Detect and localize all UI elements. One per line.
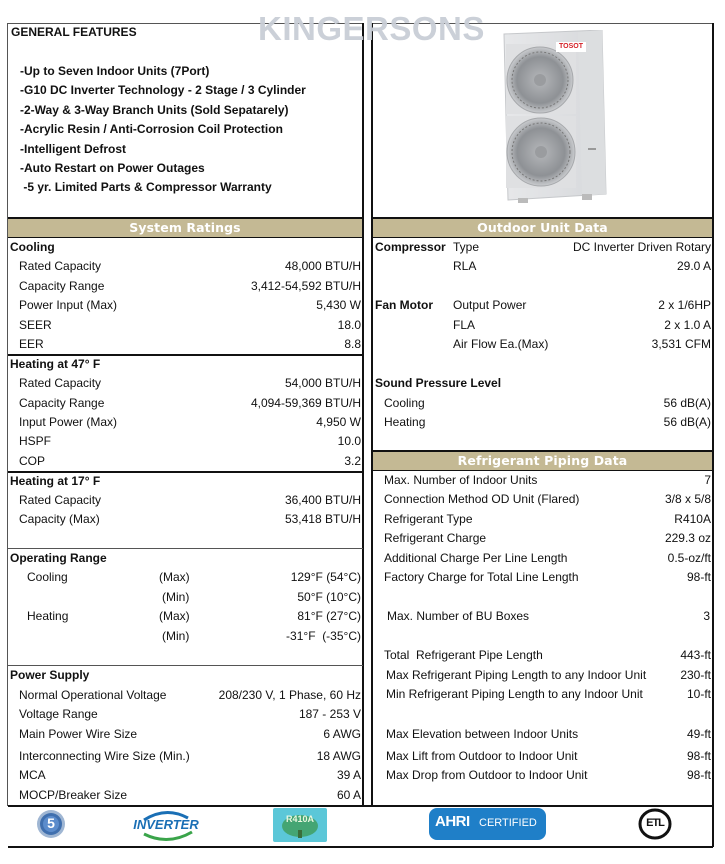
spec-label: FLA <box>453 318 476 332</box>
ahri-certified-logo <box>429 808 546 840</box>
spec-label: Output Power <box>453 298 527 312</box>
spec-label: Normal Operational Voltage <box>19 688 167 702</box>
spec-row <box>384 529 711 548</box>
cooling-section-title: Cooling <box>10 240 55 254</box>
op-qualifier: (Max) <box>159 609 190 623</box>
spec-value: 10-ft <box>686 687 711 701</box>
spec-label: MOCP/Breaker Size <box>19 788 128 802</box>
operating-row <box>27 627 361 646</box>
spec-value: 2 x 1.0 A <box>664 318 711 332</box>
op-qualifier: (Min) <box>162 629 190 643</box>
feature-item: -Intelligent Defrost <box>20 142 127 156</box>
spec-value: 230-ft <box>680 668 711 682</box>
feature-item: -Up to Seven Indoor Units (7Port) <box>20 64 210 78</box>
spec-row <box>19 394 361 413</box>
center-divider-left <box>362 23 364 805</box>
spec-row <box>19 747 361 766</box>
outdoor-unit-image <box>498 30 610 206</box>
spec-value: 39 A <box>336 768 361 782</box>
spec-value: 29.0 A <box>676 259 711 273</box>
spec-label: Max Lift from Outdoor to Indoor Unit <box>386 749 578 763</box>
spec-label: Rated Capacity <box>19 259 102 273</box>
spec-row <box>384 490 711 509</box>
spec-value: 5,430 W <box>316 298 361 312</box>
footer-bottom-border <box>8 846 713 848</box>
spec-label: Rated Capacity <box>19 376 102 390</box>
op-qualifier: (Min) <box>162 590 190 604</box>
etl-text: ETL <box>646 817 664 829</box>
feature-item: -5 yr. Limited Parts & Compressor Warranty <box>20 180 272 194</box>
spec-row <box>19 374 361 393</box>
spec-row <box>384 549 711 568</box>
spec-value: 48,000 BTU/H <box>284 259 361 273</box>
spec-value: 60 A <box>336 788 361 802</box>
general-features-title: GENERAL FEATURES <box>11 25 137 39</box>
spec-label: Voltage Range <box>19 707 98 721</box>
spec-label: COP <box>19 454 46 468</box>
operating-row <box>27 607 361 626</box>
spec-label: Total Refrigerant Pipe Length <box>384 648 543 662</box>
spec-label: Interconnecting Wire Size (Min.) <box>19 749 190 763</box>
center-divider-right <box>371 23 373 805</box>
spec-label: MCA <box>19 768 46 782</box>
heating47-section-title: Heating at 47° F <box>10 357 101 371</box>
spec-value: 54,000 BTU/H <box>284 376 361 390</box>
brand-logo: TOSOT <box>559 43 583 50</box>
inverter-text: INVERTER <box>133 817 199 832</box>
spec-row <box>19 277 361 296</box>
spec-row <box>19 413 361 432</box>
spec-label: Min Refrigerant Piping Length to any Indoor Unit <box>386 687 643 701</box>
spec-label: Air Flow Ea.(Max) <box>453 337 549 351</box>
right-border <box>712 23 714 847</box>
spec-row <box>453 257 711 276</box>
warranty-5yr-badge <box>36 809 66 839</box>
spec-label: Max Drop from Outdoor to Indoor Unit <box>386 768 588 782</box>
spec-value: 98-ft <box>686 570 711 584</box>
op-value: 50°F (10°C) <box>297 590 361 604</box>
r410a-logo <box>273 808 327 842</box>
feature-item: -Acrylic Resin / Anti-Corrosion Coil Protection <box>20 122 283 136</box>
spec-row <box>19 725 361 744</box>
system-ratings-header: System Ratings <box>8 219 362 237</box>
spec-value: 3/8 x 5/8 <box>664 492 711 506</box>
spec-row <box>386 725 711 744</box>
operating-row <box>27 588 361 607</box>
spec-label: Cooling <box>384 396 425 410</box>
spec-value: 98-ft <box>686 768 711 782</box>
spec-row <box>19 786 361 805</box>
spec-row <box>453 335 711 354</box>
spec-label: SEER <box>19 318 52 332</box>
left-border <box>7 23 8 806</box>
fan-motor-title: Fan Motor <box>375 298 433 312</box>
spec-row <box>384 568 711 587</box>
spec-row <box>384 646 711 665</box>
spec-row <box>19 686 361 705</box>
spec-label: Type <box>453 240 480 254</box>
feature-item: -G10 DC Inverter Technology - 2 Stage / 3 Cylinder <box>20 83 306 97</box>
spec-label: Refrigerant Charge <box>384 531 487 545</box>
feature-item: -Auto Restart on Power Outages <box>20 161 205 175</box>
r410a-text: R410A <box>285 814 314 824</box>
spec-label: HSPF <box>19 434 52 448</box>
spec-label: Capacity Range <box>19 279 105 293</box>
spec-row <box>384 413 711 432</box>
op-value: -31°F (-35°C) <box>286 629 361 643</box>
outdoor-unit-data-header: Outdoor Unit Data <box>373 219 712 237</box>
spec-value: 3,531 CFM <box>651 337 711 351</box>
spec-value: 229.3 oz <box>664 531 711 545</box>
spec-row <box>386 685 711 704</box>
spec-value: 8.8 <box>344 337 361 351</box>
spec-value: 18 AWG <box>316 749 361 763</box>
etl-listed-logo <box>638 808 672 840</box>
spec-label: Max Refrigerant Piping Length to any Indoor Unit <box>386 668 647 682</box>
spec-label: Input Power (Max) <box>19 415 118 429</box>
spec-value: 443-ft <box>680 648 711 662</box>
spec-label: EER <box>19 337 44 351</box>
spec-row <box>19 432 361 451</box>
spec-value: 53,418 BTU/H <box>284 512 361 526</box>
op-value: 81°F (27°C) <box>297 609 361 623</box>
spec-row <box>384 471 711 490</box>
spec-value: 3,412-54,592 BTU/H <box>250 279 361 293</box>
spec-label: Heating <box>384 415 426 429</box>
operating-row <box>27 568 361 587</box>
spec-value: 208/230 V, 1 Phase, 60 Hz <box>218 688 361 702</box>
compressor-title: Compressor <box>375 240 446 254</box>
spec-value: 7 <box>704 473 711 487</box>
spec-row <box>384 394 711 413</box>
spec-row <box>19 316 361 335</box>
op-value: 129°F (54°C) <box>290 570 361 584</box>
spec-value: 0.5-oz/ft <box>667 551 711 565</box>
spec-label: Rated Capacity <box>19 493 102 507</box>
spec-value: 3 <box>703 609 710 623</box>
spec-value: 98-ft <box>686 749 711 763</box>
spec-row <box>386 747 711 766</box>
spec-value: 56 dB(A) <box>663 415 711 429</box>
spec-label: Additional Charge Per Line Length <box>384 551 568 565</box>
condenser-unit-graphic <box>498 30 610 206</box>
spec-value: 187 - 253 V <box>298 707 361 721</box>
spec-label: RLA <box>453 259 477 273</box>
spec-value: 49-ft <box>686 727 711 741</box>
spec-label: Max. Number of BU Boxes <box>387 609 530 623</box>
spec-label: Main Power Wire Size <box>19 727 138 741</box>
spec-value: DC Inverter Driven Rotary <box>572 240 711 254</box>
spec-value: 56 dB(A) <box>663 396 711 410</box>
spec-row <box>19 705 361 724</box>
bu-boxes-row <box>387 607 710 626</box>
spec-value: 6 AWG <box>323 727 361 741</box>
spec-row <box>19 296 361 315</box>
ahri-text: AHRI <box>435 813 470 830</box>
spec-label: Refrigerant Type <box>384 512 473 526</box>
spec-label: Capacity (Max) <box>19 512 100 526</box>
spec-value: 18.0 <box>337 318 361 332</box>
spec-row <box>453 238 711 257</box>
spec-row <box>19 510 361 529</box>
spec-row <box>19 257 361 276</box>
spec-value: 2 x 1/6HP <box>658 298 711 312</box>
spec-value: 3.2 <box>344 454 361 468</box>
inverter-logo <box>130 808 202 844</box>
band-bottom-line-left <box>8 237 363 238</box>
spec-row <box>453 316 711 335</box>
refrigerant-piping-header: Refrigerant Piping Data <box>373 452 712 470</box>
spec-value: 36,400 BTU/H <box>284 493 361 507</box>
heating17-section-title: Heating at 17° F <box>10 474 101 488</box>
spec-label: Max. Number of Indoor Units <box>384 473 538 487</box>
spec-row <box>19 335 361 354</box>
spec-row <box>386 666 711 685</box>
spec-label: Max Elevation between Indoor Units <box>386 727 579 741</box>
ratings-bottom-border <box>8 805 713 807</box>
ahri-certified-text: CERTIFIED <box>479 817 537 829</box>
spec-value: R410A <box>674 512 711 526</box>
sound-pressure-title: Sound Pressure Level <box>375 376 502 390</box>
spec-label: Power Input (Max) <box>19 298 118 312</box>
spec-label: Factory Charge for Total Line Length <box>384 570 579 584</box>
op-label: Heating <box>27 609 69 623</box>
operating-range-title: Operating Range <box>10 551 107 565</box>
op-label: Cooling <box>27 570 68 584</box>
spec-value: 4,094-59,369 BTU/H <box>250 396 361 410</box>
spec-row <box>19 452 361 471</box>
spec-row <box>453 296 711 315</box>
watermark: KINGERSONS <box>258 10 485 47</box>
spec-row <box>386 766 711 785</box>
spec-value: 4,950 W <box>316 415 361 429</box>
spec-label: Capacity Range <box>19 396 105 410</box>
spec-row <box>19 491 361 510</box>
op-qualifier: (Max) <box>159 570 190 584</box>
power-supply-title: Power Supply <box>10 668 90 682</box>
spec-label: Connection Method OD Unit (Flared) <box>384 492 580 506</box>
spec-value: 10.0 <box>337 434 361 448</box>
warranty-badge-number: 5 <box>47 815 55 831</box>
spec-row <box>384 510 711 529</box>
feature-item: -2-Way & 3-Way Branch Units (Sold Sepatarely) <box>20 103 289 117</box>
spec-row <box>19 766 361 785</box>
